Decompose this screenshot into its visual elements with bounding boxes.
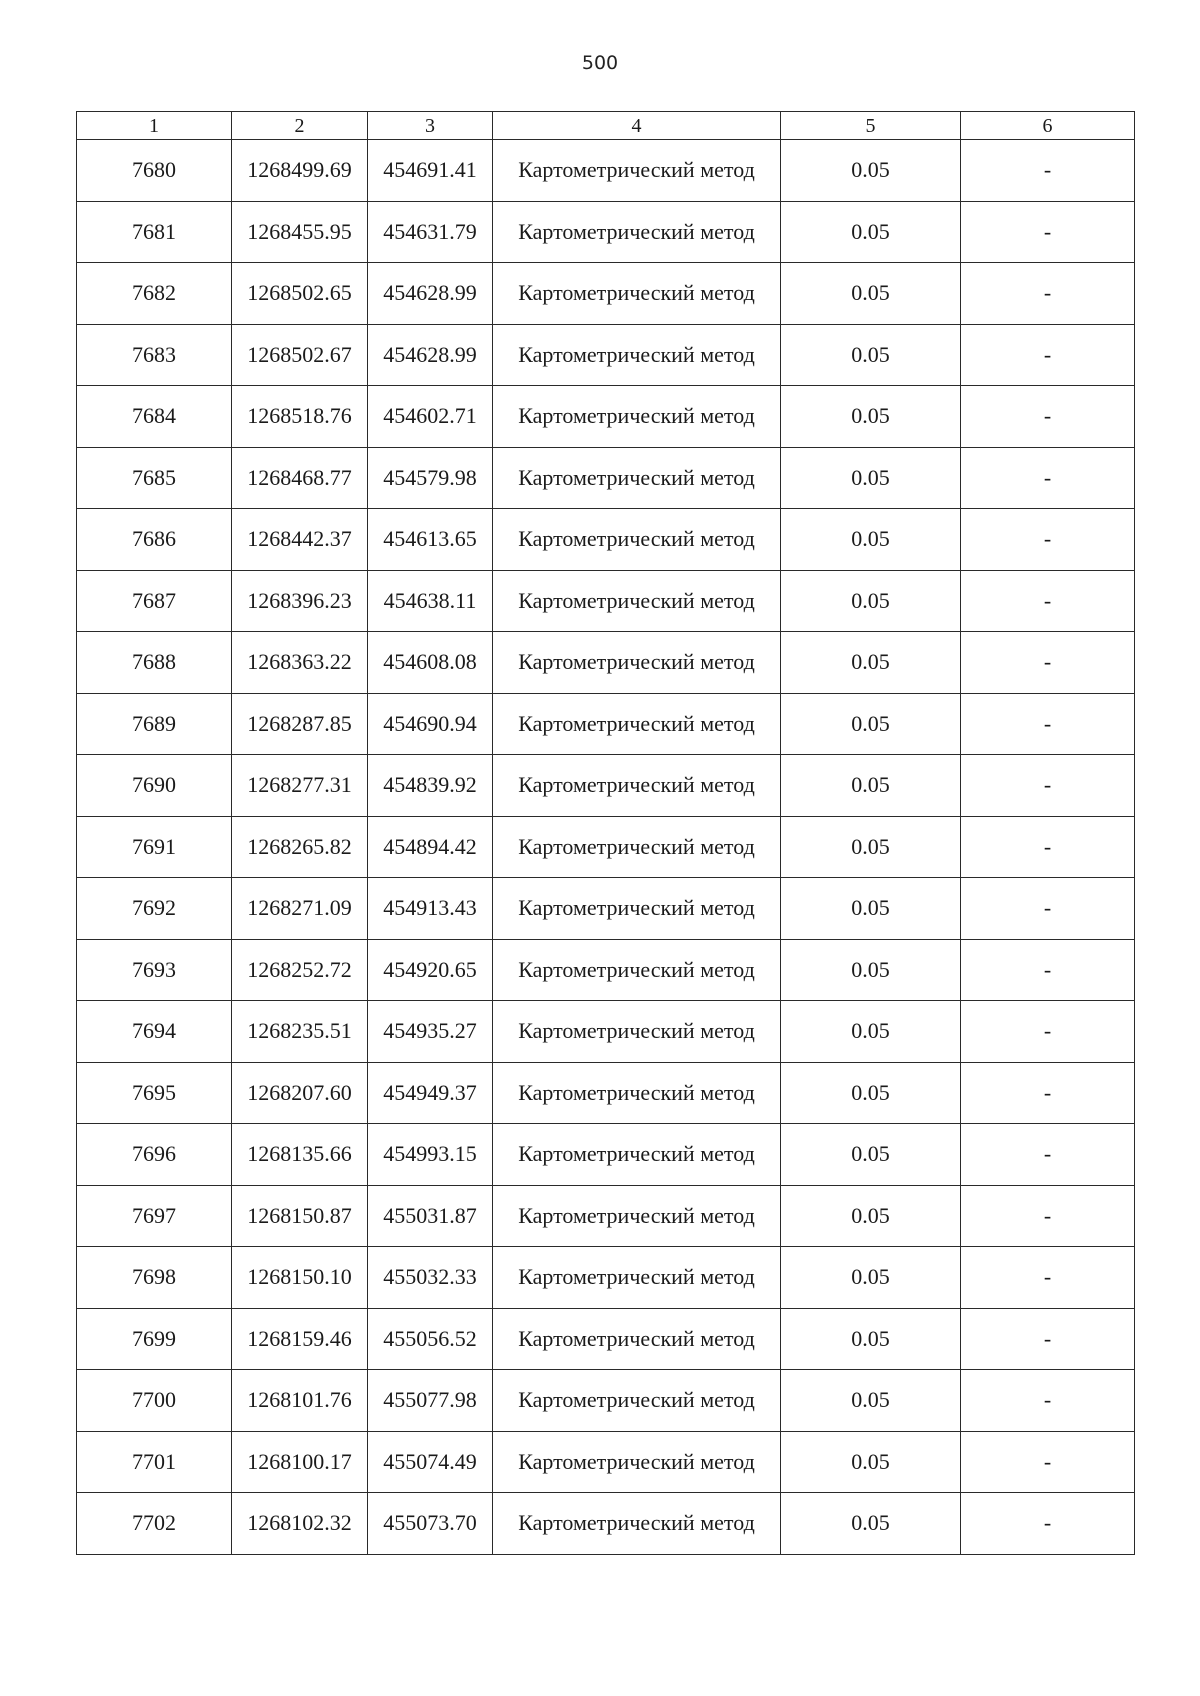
note-cell: - <box>961 632 1135 694</box>
accuracy-cell: 0.05 <box>781 693 961 755</box>
accuracy-cell: 0.05 <box>781 755 961 817</box>
x-coordinate-cell: 1268102.32 <box>232 1493 368 1555</box>
table-row <box>77 1062 1135 1124</box>
y-coordinate-cell: 455073.70 <box>368 1493 493 1555</box>
y-coordinate-cell: 455056.52 <box>368 1308 493 1370</box>
method-cell: Картометрический метод <box>493 140 781 202</box>
note-cell: - <box>961 1001 1135 1063</box>
y-coordinate-cell: 454993.15 <box>368 1124 493 1186</box>
point-number-cell: 7690 <box>77 755 232 817</box>
point-number-cell: 7699 <box>77 1308 232 1370</box>
method-cell: Картометрический метод <box>493 939 781 1001</box>
note-cell: - <box>961 201 1135 263</box>
x-coordinate-cell: 1268235.51 <box>232 1001 368 1063</box>
table-row <box>77 816 1135 878</box>
x-coordinate-cell: 1268363.22 <box>232 632 368 694</box>
table-row <box>77 755 1135 817</box>
y-coordinate-cell: 454920.65 <box>368 939 493 1001</box>
table-body <box>77 140 1135 1555</box>
method-cell: Картометрический метод <box>493 1431 781 1493</box>
y-coordinate-cell: 455074.49 <box>368 1431 493 1493</box>
table-row <box>77 1185 1135 1247</box>
point-number-cell: 7683 <box>77 324 232 386</box>
point-number-cell: 7684 <box>77 386 232 448</box>
accuracy-cell: 0.05 <box>781 447 961 509</box>
note-cell: - <box>961 1247 1135 1309</box>
method-cell: Картометрический метод <box>493 263 781 325</box>
method-cell: Картометрический метод <box>493 1308 781 1370</box>
method-cell: Картометрический метод <box>493 1185 781 1247</box>
point-number-cell: 7688 <box>77 632 232 694</box>
accuracy-cell: 0.05 <box>781 1247 961 1309</box>
method-cell: Картометрический метод <box>493 447 781 509</box>
x-coordinate-cell: 1268468.77 <box>232 447 368 509</box>
note-cell: - <box>961 140 1135 202</box>
note-cell: - <box>961 755 1135 817</box>
note-cell: - <box>961 816 1135 878</box>
point-number-cell: 7701 <box>77 1431 232 1493</box>
header-cell-6: 6 <box>961 112 1135 140</box>
accuracy-cell: 0.05 <box>781 1001 961 1063</box>
accuracy-cell: 0.05 <box>781 263 961 325</box>
note-cell: - <box>961 1370 1135 1432</box>
table-row <box>77 386 1135 448</box>
header-cell-5: 5 <box>781 112 961 140</box>
y-coordinate-cell: 454579.98 <box>368 447 493 509</box>
x-coordinate-cell: 1268455.95 <box>232 201 368 263</box>
method-cell: Картометрический метод <box>493 1370 781 1432</box>
note-cell: - <box>961 878 1135 940</box>
accuracy-cell: 0.05 <box>781 878 961 940</box>
accuracy-cell: 0.05 <box>781 632 961 694</box>
header-cell-3: 3 <box>368 112 493 140</box>
coordinates-table <box>76 111 1135 1555</box>
x-coordinate-cell: 1268101.76 <box>232 1370 368 1432</box>
x-coordinate-cell: 1268442.37 <box>232 509 368 571</box>
table-row <box>77 1431 1135 1493</box>
point-number-cell: 7686 <box>77 509 232 571</box>
accuracy-cell: 0.05 <box>781 570 961 632</box>
point-number-cell: 7700 <box>77 1370 232 1432</box>
table-row <box>77 939 1135 1001</box>
accuracy-cell: 0.05 <box>781 816 961 878</box>
accuracy-cell: 0.05 <box>781 939 961 1001</box>
y-coordinate-cell: 454949.37 <box>368 1062 493 1124</box>
table-row <box>77 1001 1135 1063</box>
x-coordinate-cell: 1268287.85 <box>232 693 368 755</box>
point-number-cell: 7692 <box>77 878 232 940</box>
point-number-cell: 7687 <box>77 570 232 632</box>
x-coordinate-cell: 1268277.31 <box>232 755 368 817</box>
point-number-cell: 7685 <box>77 447 232 509</box>
note-cell: - <box>961 1308 1135 1370</box>
accuracy-cell: 0.05 <box>781 324 961 386</box>
header-cell-4: 4 <box>493 112 781 140</box>
method-cell: Картометрический метод <box>493 632 781 694</box>
method-cell: Картометрический метод <box>493 755 781 817</box>
y-coordinate-cell: 454628.99 <box>368 324 493 386</box>
y-coordinate-cell: 454602.71 <box>368 386 493 448</box>
point-number-cell: 7682 <box>77 263 232 325</box>
accuracy-cell: 0.05 <box>781 1308 961 1370</box>
method-cell: Картометрический метод <box>493 201 781 263</box>
y-coordinate-cell: 455032.33 <box>368 1247 493 1309</box>
accuracy-cell: 0.05 <box>781 1185 961 1247</box>
method-cell: Картометрический метод <box>493 1001 781 1063</box>
y-coordinate-cell: 454913.43 <box>368 878 493 940</box>
note-cell: - <box>961 1431 1135 1493</box>
table-row <box>77 509 1135 571</box>
table-row <box>77 263 1135 325</box>
method-cell: Картометрический метод <box>493 1493 781 1555</box>
y-coordinate-cell: 454935.27 <box>368 1001 493 1063</box>
y-coordinate-cell: 454608.08 <box>368 632 493 694</box>
point-number-cell: 7693 <box>77 939 232 1001</box>
y-coordinate-cell: 454631.79 <box>368 201 493 263</box>
y-coordinate-cell: 454628.99 <box>368 263 493 325</box>
point-number-cell: 7689 <box>77 693 232 755</box>
x-coordinate-cell: 1268252.72 <box>232 939 368 1001</box>
accuracy-cell: 0.05 <box>781 1431 961 1493</box>
method-cell: Картометрический метод <box>493 816 781 878</box>
point-number-cell: 7694 <box>77 1001 232 1063</box>
note-cell: - <box>961 570 1135 632</box>
method-cell: Картометрический метод <box>493 878 781 940</box>
point-number-cell: 7681 <box>77 201 232 263</box>
x-coordinate-cell: 1268499.69 <box>232 140 368 202</box>
y-coordinate-cell: 454690.94 <box>368 693 493 755</box>
table-row <box>77 1124 1135 1186</box>
note-cell: - <box>961 263 1135 325</box>
table-row <box>77 878 1135 940</box>
method-cell: Картометрический метод <box>493 324 781 386</box>
point-number-cell: 7691 <box>77 816 232 878</box>
table-row <box>77 1493 1135 1555</box>
x-coordinate-cell: 1268159.46 <box>232 1308 368 1370</box>
method-cell: Картометрический метод <box>493 1124 781 1186</box>
method-cell: Картометрический метод <box>493 570 781 632</box>
x-coordinate-cell: 1268207.60 <box>232 1062 368 1124</box>
y-coordinate-cell: 455031.87 <box>368 1185 493 1247</box>
accuracy-cell: 0.05 <box>781 1370 961 1432</box>
table-row <box>77 447 1135 509</box>
accuracy-cell: 0.05 <box>781 509 961 571</box>
method-cell: Картометрический метод <box>493 1062 781 1124</box>
table-row <box>77 1308 1135 1370</box>
y-coordinate-cell: 454894.42 <box>368 816 493 878</box>
table-row <box>77 632 1135 694</box>
point-number-cell: 7680 <box>77 140 232 202</box>
table-row <box>77 140 1135 202</box>
page-number: 500 <box>581 52 619 74</box>
accuracy-cell: 0.05 <box>781 1493 961 1555</box>
x-coordinate-cell: 1268271.09 <box>232 878 368 940</box>
point-number-cell: 7698 <box>77 1247 232 1309</box>
note-cell: - <box>961 1062 1135 1124</box>
table-row <box>77 1247 1135 1309</box>
note-cell: - <box>961 939 1135 1001</box>
table-row <box>77 1370 1135 1432</box>
accuracy-cell: 0.05 <box>781 1062 961 1124</box>
method-cell: Картометрический метод <box>493 693 781 755</box>
header-row <box>77 112 1135 140</box>
x-coordinate-cell: 1268100.17 <box>232 1431 368 1493</box>
table-header <box>77 112 1135 140</box>
x-coordinate-cell: 1268396.23 <box>232 570 368 632</box>
table-row <box>77 693 1135 755</box>
y-coordinate-cell: 454691.41 <box>368 140 493 202</box>
y-coordinate-cell: 454839.92 <box>368 755 493 817</box>
y-coordinate-cell: 454638.11 <box>368 570 493 632</box>
accuracy-cell: 0.05 <box>781 1124 961 1186</box>
x-coordinate-cell: 1268502.65 <box>232 263 368 325</box>
method-cell: Картометрический метод <box>493 386 781 448</box>
note-cell: - <box>961 1124 1135 1186</box>
point-number-cell: 7697 <box>77 1185 232 1247</box>
note-cell: - <box>961 1185 1135 1247</box>
table-row <box>77 324 1135 386</box>
note-cell: - <box>961 1493 1135 1555</box>
point-number-cell: 7696 <box>77 1124 232 1186</box>
method-cell: Картометрический метод <box>493 509 781 571</box>
note-cell: - <box>961 447 1135 509</box>
note-cell: - <box>961 386 1135 448</box>
x-coordinate-cell: 1268518.76 <box>232 386 368 448</box>
accuracy-cell: 0.05 <box>781 140 961 202</box>
x-coordinate-cell: 1268150.87 <box>232 1185 368 1247</box>
point-number-cell: 7695 <box>77 1062 232 1124</box>
y-coordinate-cell: 455077.98 <box>368 1370 493 1432</box>
header-cell-2: 2 <box>232 112 368 140</box>
x-coordinate-cell: 1268502.67 <box>232 324 368 386</box>
x-coordinate-cell: 1268265.82 <box>232 816 368 878</box>
x-coordinate-cell: 1268150.10 <box>232 1247 368 1309</box>
accuracy-cell: 0.05 <box>781 386 961 448</box>
note-cell: - <box>961 324 1135 386</box>
header-cell-1: 1 <box>77 112 232 140</box>
method-cell: Картометрический метод <box>493 1247 781 1309</box>
note-cell: - <box>961 693 1135 755</box>
point-number-cell: 7702 <box>77 1493 232 1555</box>
accuracy-cell: 0.05 <box>781 201 961 263</box>
table-row <box>77 201 1135 263</box>
y-coordinate-cell: 454613.65 <box>368 509 493 571</box>
table-row <box>77 570 1135 632</box>
x-coordinate-cell: 1268135.66 <box>232 1124 368 1186</box>
note-cell: - <box>961 509 1135 571</box>
